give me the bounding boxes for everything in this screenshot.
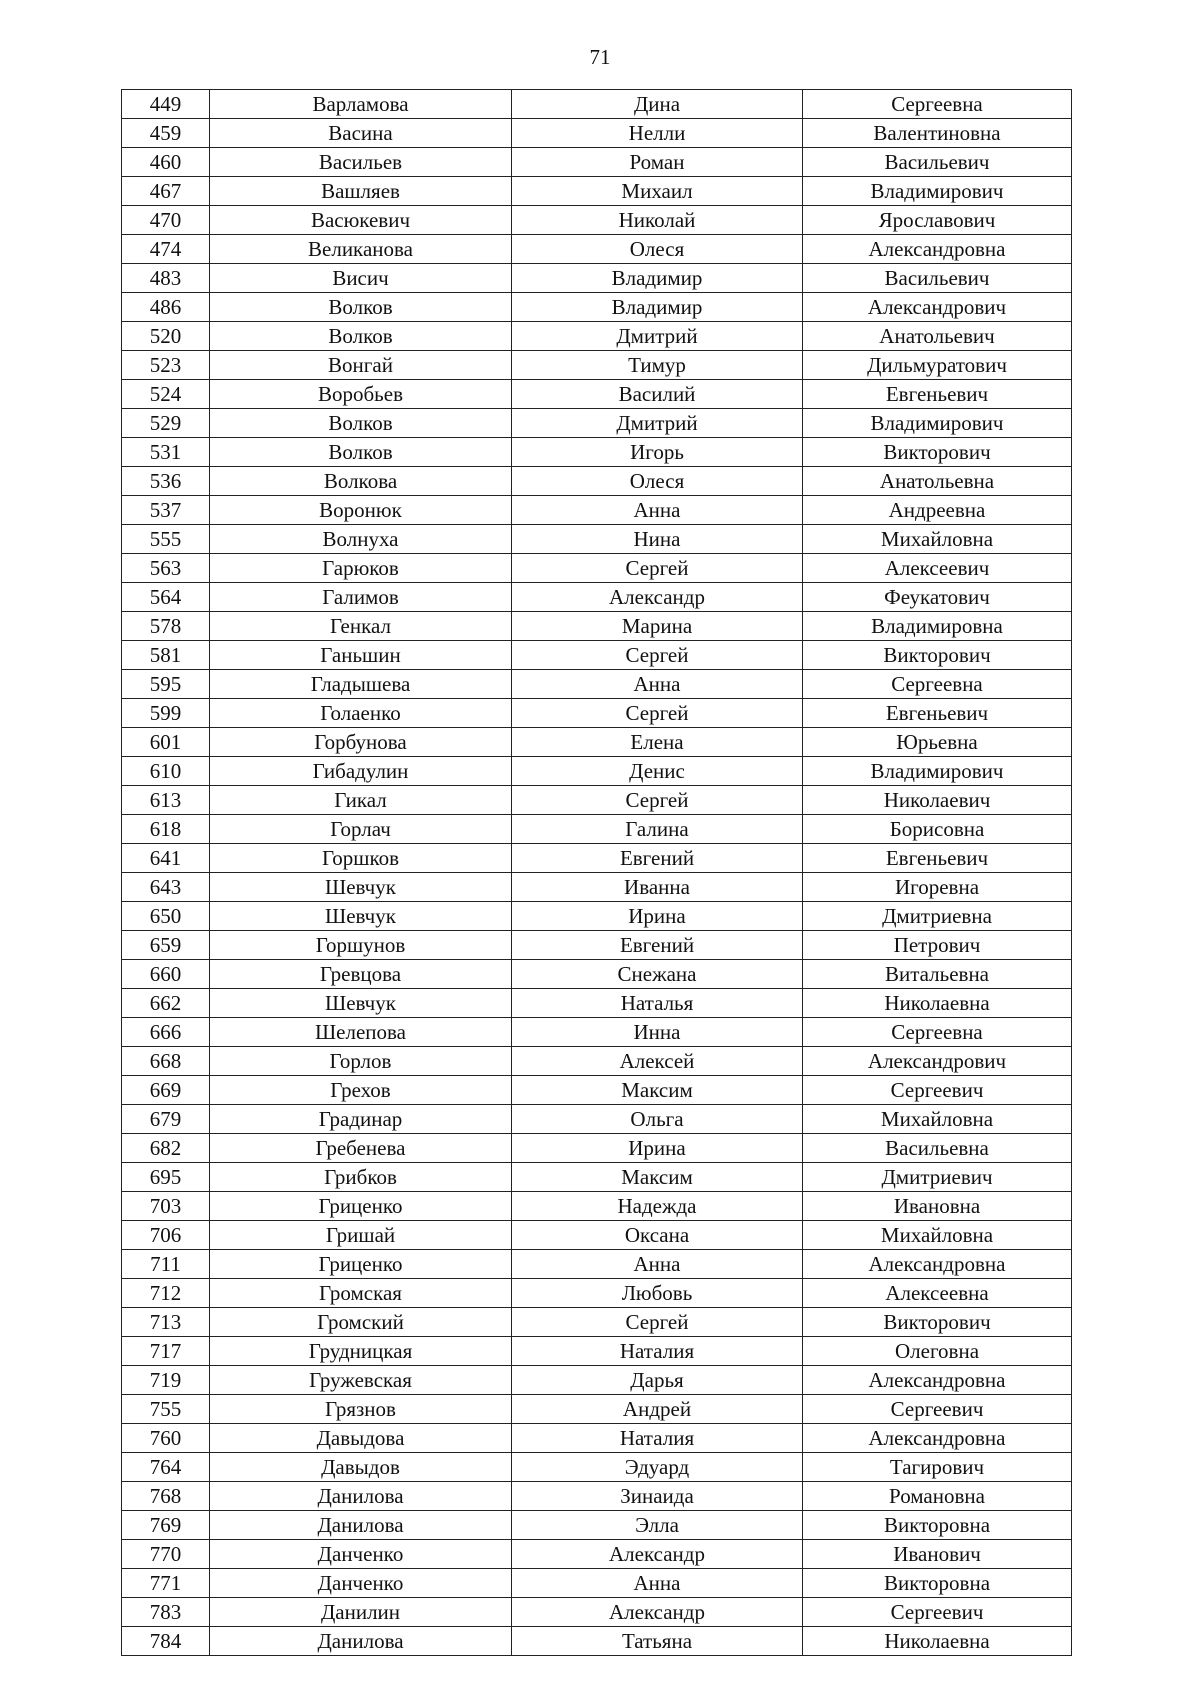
table-row	[122, 1105, 1072, 1134]
table-row	[122, 612, 1072, 641]
patronymic-cell: Олеговна	[803, 1337, 1072, 1366]
first-name-cell: Владимир	[512, 264, 803, 293]
first-name-cell: Зинаида	[512, 1482, 803, 1511]
row-number-cell: 470	[122, 206, 210, 235]
surname-cell: Волков	[210, 409, 512, 438]
table-row	[122, 1308, 1072, 1337]
row-number-cell: 613	[122, 786, 210, 815]
surname-cell: Грудницкая	[210, 1337, 512, 1366]
first-name-cell: Галина	[512, 815, 803, 844]
first-name-cell: Олеся	[512, 235, 803, 264]
first-name-cell: Анна	[512, 496, 803, 525]
table-row	[122, 148, 1072, 177]
surname-cell: Волков	[210, 438, 512, 467]
patronymic-cell: Викторович	[803, 641, 1072, 670]
surname-cell: Горлов	[210, 1047, 512, 1076]
first-name-cell: Ольга	[512, 1105, 803, 1134]
first-name-cell: Наталия	[512, 1424, 803, 1453]
patronymic-cell: Васильевич	[803, 264, 1072, 293]
row-number-cell: 641	[122, 844, 210, 873]
first-name-cell: Иванна	[512, 873, 803, 902]
table-row	[122, 1482, 1072, 1511]
first-name-cell: Сергей	[512, 1308, 803, 1337]
first-name-cell: Марина	[512, 612, 803, 641]
surname-cell: Волкова	[210, 467, 512, 496]
row-number-cell: 703	[122, 1192, 210, 1221]
patronymic-cell: Викторович	[803, 438, 1072, 467]
first-name-cell: Инна	[512, 1018, 803, 1047]
surname-cell: Грехов	[210, 1076, 512, 1105]
surname-cell: Данченко	[210, 1569, 512, 1598]
surname-cell: Васильев	[210, 148, 512, 177]
surname-cell: Давыдова	[210, 1424, 512, 1453]
surname-cell: Гриценко	[210, 1250, 512, 1279]
surname-cell: Вашляев	[210, 177, 512, 206]
table-row	[122, 1569, 1072, 1598]
patronymic-cell: Сергеевна	[803, 670, 1072, 699]
table-row	[122, 496, 1072, 525]
first-name-cell: Олеся	[512, 467, 803, 496]
row-number-cell: 581	[122, 641, 210, 670]
row-number-cell: 669	[122, 1076, 210, 1105]
table-row	[122, 554, 1072, 583]
row-number-cell: 531	[122, 438, 210, 467]
first-name-cell: Василий	[512, 380, 803, 409]
page-number: 71	[589, 45, 611, 69]
first-name-cell: Максим	[512, 1076, 803, 1105]
patronymic-cell: Николаевна	[803, 989, 1072, 1018]
table-row	[122, 989, 1072, 1018]
first-name-cell: Сергей	[512, 641, 803, 670]
first-name-cell: Сергей	[512, 699, 803, 728]
patronymic-cell: Анатольевич	[803, 322, 1072, 351]
patronymic-cell: Сергеевич	[803, 1076, 1072, 1105]
table-row	[122, 902, 1072, 931]
surname-cell: Шевчук	[210, 902, 512, 931]
patronymic-cell: Игоревна	[803, 873, 1072, 902]
first-name-cell: Нина	[512, 525, 803, 554]
table-row	[122, 177, 1072, 206]
patronymic-cell: Евгеньевич	[803, 699, 1072, 728]
row-number-cell: 610	[122, 757, 210, 786]
first-name-cell: Александр	[512, 1540, 803, 1569]
first-name-cell: Анна	[512, 1250, 803, 1279]
table-row	[122, 815, 1072, 844]
surname-cell: Великанова	[210, 235, 512, 264]
table-row	[122, 786, 1072, 815]
row-number-cell: 660	[122, 960, 210, 989]
surname-cell: Гребенева	[210, 1134, 512, 1163]
first-name-cell: Ирина	[512, 1134, 803, 1163]
patronymic-cell: Феукатович	[803, 583, 1072, 612]
table-row	[122, 757, 1072, 786]
surname-cell: Грязнов	[210, 1395, 512, 1424]
patronymic-cell: Владимирович	[803, 177, 1072, 206]
row-number-cell: 706	[122, 1221, 210, 1250]
row-number-cell: 666	[122, 1018, 210, 1047]
table-row	[122, 235, 1072, 264]
table-row	[122, 1540, 1072, 1569]
first-name-cell: Роман	[512, 148, 803, 177]
row-number-cell: 523	[122, 351, 210, 380]
first-name-cell: Евгений	[512, 844, 803, 873]
table-row	[122, 873, 1072, 902]
surname-cell: Гибадулин	[210, 757, 512, 786]
patronymic-cell: Михайловна	[803, 1105, 1072, 1134]
first-name-cell: Игорь	[512, 438, 803, 467]
row-number-cell: 467	[122, 177, 210, 206]
table-row	[122, 90, 1072, 119]
patronymic-cell: Михайловна	[803, 1221, 1072, 1250]
first-name-cell: Анна	[512, 1569, 803, 1598]
patronymic-cell: Борисовна	[803, 815, 1072, 844]
table-row	[122, 467, 1072, 496]
table-row	[122, 1163, 1072, 1192]
table-row	[122, 351, 1072, 380]
patronymic-cell: Ярославович	[803, 206, 1072, 235]
patronymic-cell: Алексеевна	[803, 1279, 1072, 1308]
table-row	[122, 438, 1072, 467]
table-row	[122, 1627, 1072, 1656]
first-name-cell: Андрей	[512, 1395, 803, 1424]
row-number-cell: 449	[122, 90, 210, 119]
surname-cell: Гриценко	[210, 1192, 512, 1221]
surname-cell: Громский	[210, 1308, 512, 1337]
table-row	[122, 1424, 1072, 1453]
row-number-cell: 643	[122, 873, 210, 902]
row-number-cell: 529	[122, 409, 210, 438]
patronymic-cell: Сергеевич	[803, 1395, 1072, 1424]
row-number-cell: 595	[122, 670, 210, 699]
first-name-cell: Владимир	[512, 293, 803, 322]
row-number-cell: 601	[122, 728, 210, 757]
table-row	[122, 1279, 1072, 1308]
row-number-cell: 578	[122, 612, 210, 641]
row-number-cell: 769	[122, 1511, 210, 1540]
table-row	[122, 641, 1072, 670]
patronymic-cell: Александрович	[803, 293, 1072, 322]
table-row	[122, 293, 1072, 322]
first-name-cell: Сергей	[512, 554, 803, 583]
table-row	[122, 1337, 1072, 1366]
table-row	[122, 1366, 1072, 1395]
row-number-cell: 555	[122, 525, 210, 554]
table-row	[122, 699, 1072, 728]
row-number-cell: 783	[122, 1598, 210, 1627]
table-row	[122, 960, 1072, 989]
surname-cell: Гикал	[210, 786, 512, 815]
first-name-cell: Нелли	[512, 119, 803, 148]
row-number-cell: 770	[122, 1540, 210, 1569]
surname-cell: Гревцова	[210, 960, 512, 989]
patronymic-cell: Николаевич	[803, 786, 1072, 815]
table-row	[122, 728, 1072, 757]
first-name-cell: Тимур	[512, 351, 803, 380]
first-name-cell: Наталья	[512, 989, 803, 1018]
patronymic-cell: Романовна	[803, 1482, 1072, 1511]
row-number-cell: 599	[122, 699, 210, 728]
surname-cell: Висич	[210, 264, 512, 293]
surname-cell: Гружевская	[210, 1366, 512, 1395]
patronymic-cell: Алексеевич	[803, 554, 1072, 583]
patronymic-cell: Андреевна	[803, 496, 1072, 525]
surname-cell: Горшков	[210, 844, 512, 873]
first-name-cell: Дмитрий	[512, 409, 803, 438]
first-name-cell: Максим	[512, 1163, 803, 1192]
surname-cell: Шевчук	[210, 989, 512, 1018]
first-name-cell: Дмитрий	[512, 322, 803, 351]
patronymic-cell: Александрович	[803, 1047, 1072, 1076]
table-row	[122, 1047, 1072, 1076]
table-row	[122, 1076, 1072, 1105]
row-number-cell: 460	[122, 148, 210, 177]
surname-cell: Грибков	[210, 1163, 512, 1192]
patronymic-cell: Сергеевич	[803, 1598, 1072, 1627]
first-name-cell: Михаил	[512, 177, 803, 206]
row-number-cell: 768	[122, 1482, 210, 1511]
row-number-cell: 755	[122, 1395, 210, 1424]
first-name-cell: Надежда	[512, 1192, 803, 1221]
patronymic-cell: Владимирович	[803, 757, 1072, 786]
surname-cell: Гришай	[210, 1221, 512, 1250]
row-number-cell: 760	[122, 1424, 210, 1453]
surname-cell: Ганьшин	[210, 641, 512, 670]
patronymic-cell: Александровна	[803, 1366, 1072, 1395]
patronymic-cell: Дмитриевна	[803, 902, 1072, 931]
first-name-cell: Снежана	[512, 960, 803, 989]
surname-cell: Данилова	[210, 1511, 512, 1540]
table-row	[122, 1018, 1072, 1047]
first-name-cell: Оксана	[512, 1221, 803, 1250]
table-row	[122, 1395, 1072, 1424]
table-row	[122, 206, 1072, 235]
surname-cell: Гладышева	[210, 670, 512, 699]
surname-cell: Галимов	[210, 583, 512, 612]
patronymic-cell: Евгеньевич	[803, 380, 1072, 409]
row-number-cell: 474	[122, 235, 210, 264]
surname-cell: Данилова	[210, 1627, 512, 1656]
row-number-cell: 486	[122, 293, 210, 322]
row-number-cell: 563	[122, 554, 210, 583]
patronymic-cell: Александровна	[803, 1424, 1072, 1453]
patronymic-cell: Васильевич	[803, 148, 1072, 177]
patronymic-cell: Викторович	[803, 1308, 1072, 1337]
table-row	[122, 380, 1072, 409]
first-name-cell: Ирина	[512, 902, 803, 931]
first-name-cell: Алексей	[512, 1047, 803, 1076]
patronymic-cell: Дильмуратович	[803, 351, 1072, 380]
surname-cell: Вонгай	[210, 351, 512, 380]
table-row	[122, 119, 1072, 148]
table-row	[122, 322, 1072, 351]
surname-cell: Генкал	[210, 612, 512, 641]
surname-cell: Градинар	[210, 1105, 512, 1134]
row-number-cell: 712	[122, 1279, 210, 1308]
row-number-cell: 719	[122, 1366, 210, 1395]
first-name-cell: Эдуард	[512, 1453, 803, 1482]
table-row	[122, 931, 1072, 960]
surname-cell: Горшунов	[210, 931, 512, 960]
row-number-cell: 784	[122, 1627, 210, 1656]
row-number-cell: 695	[122, 1163, 210, 1192]
surname-cell: Данченко	[210, 1540, 512, 1569]
row-number-cell: 459	[122, 119, 210, 148]
row-number-cell: 679	[122, 1105, 210, 1134]
first-name-cell: Анна	[512, 670, 803, 699]
first-name-cell: Любовь	[512, 1279, 803, 1308]
roster-table	[121, 89, 1072, 1656]
patronymic-cell: Викторовна	[803, 1569, 1072, 1598]
row-number-cell: 564	[122, 583, 210, 612]
row-number-cell: 520	[122, 322, 210, 351]
row-number-cell: 717	[122, 1337, 210, 1366]
row-number-cell: 764	[122, 1453, 210, 1482]
table-row	[122, 1598, 1072, 1627]
row-number-cell: 682	[122, 1134, 210, 1163]
surname-cell: Голаенко	[210, 699, 512, 728]
table-row	[122, 1134, 1072, 1163]
surname-cell: Горбунова	[210, 728, 512, 757]
surname-cell: Горлач	[210, 815, 512, 844]
row-number-cell: 713	[122, 1308, 210, 1337]
surname-cell: Васина	[210, 119, 512, 148]
row-number-cell: 537	[122, 496, 210, 525]
row-number-cell: 524	[122, 380, 210, 409]
row-number-cell: 536	[122, 467, 210, 496]
surname-cell: Шелепова	[210, 1018, 512, 1047]
surname-cell: Шевчук	[210, 873, 512, 902]
patronymic-cell: Михайловна	[803, 525, 1072, 554]
row-number-cell: 662	[122, 989, 210, 1018]
surname-cell: Данилова	[210, 1482, 512, 1511]
patronymic-cell: Иванович	[803, 1540, 1072, 1569]
patronymic-cell: Александровна	[803, 1250, 1072, 1279]
first-name-cell: Дарья	[512, 1366, 803, 1395]
row-number-cell: 618	[122, 815, 210, 844]
patronymic-cell: Николаевна	[803, 1627, 1072, 1656]
row-number-cell: 668	[122, 1047, 210, 1076]
table-row	[122, 1250, 1072, 1279]
surname-cell: Воронюк	[210, 496, 512, 525]
row-number-cell: 771	[122, 1569, 210, 1598]
first-name-cell: Елена	[512, 728, 803, 757]
first-name-cell: Денис	[512, 757, 803, 786]
first-name-cell: Дина	[512, 90, 803, 119]
first-name-cell: Наталия	[512, 1337, 803, 1366]
surname-cell: Васюкевич	[210, 206, 512, 235]
patronymic-cell: Сергеевна	[803, 1018, 1072, 1047]
surname-cell: Воробьев	[210, 380, 512, 409]
patronymic-cell: Александровна	[803, 235, 1072, 264]
table-row	[122, 264, 1072, 293]
patronymic-cell: Витальевна	[803, 960, 1072, 989]
table-row	[122, 583, 1072, 612]
patronymic-cell: Ивановна	[803, 1192, 1072, 1221]
patronymic-cell: Анатольевна	[803, 467, 1072, 496]
row-number-cell: 711	[122, 1250, 210, 1279]
table-row	[122, 1192, 1072, 1221]
patronymic-cell: Владимировна	[803, 612, 1072, 641]
row-number-cell: 483	[122, 264, 210, 293]
first-name-cell: Александр	[512, 583, 803, 612]
surname-cell: Данилин	[210, 1598, 512, 1627]
first-name-cell: Татьяна	[512, 1627, 803, 1656]
row-number-cell: 659	[122, 931, 210, 960]
surname-cell: Волков	[210, 322, 512, 351]
roster-table-body	[122, 90, 1072, 1656]
surname-cell: Давыдов	[210, 1453, 512, 1482]
first-name-cell: Николай	[512, 206, 803, 235]
table-row	[122, 1221, 1072, 1250]
patronymic-cell: Владимирович	[803, 409, 1072, 438]
patronymic-cell: Петрович	[803, 931, 1072, 960]
patronymic-cell: Евгеньевич	[803, 844, 1072, 873]
patronymic-cell: Тагирович	[803, 1453, 1072, 1482]
table-row	[122, 409, 1072, 438]
table-row	[122, 844, 1072, 873]
patronymic-cell: Сергеевна	[803, 90, 1072, 119]
row-number-cell: 650	[122, 902, 210, 931]
table-row	[122, 1453, 1072, 1482]
first-name-cell: Александр	[512, 1598, 803, 1627]
patronymic-cell: Васильевна	[803, 1134, 1072, 1163]
first-name-cell: Сергей	[512, 786, 803, 815]
table-row	[122, 1511, 1072, 1540]
first-name-cell: Евгений	[512, 931, 803, 960]
patronymic-cell: Дмитриевич	[803, 1163, 1072, 1192]
surname-cell: Волнуха	[210, 525, 512, 554]
patronymic-cell: Валентиновна	[803, 119, 1072, 148]
table-row	[122, 525, 1072, 554]
surname-cell: Волков	[210, 293, 512, 322]
surname-cell: Громская	[210, 1279, 512, 1308]
patronymic-cell: Викторовна	[803, 1511, 1072, 1540]
surname-cell: Варламова	[210, 90, 512, 119]
table-row	[122, 670, 1072, 699]
surname-cell: Гарюков	[210, 554, 512, 583]
first-name-cell: Элла	[512, 1511, 803, 1540]
patronymic-cell: Юрьевна	[803, 728, 1072, 757]
